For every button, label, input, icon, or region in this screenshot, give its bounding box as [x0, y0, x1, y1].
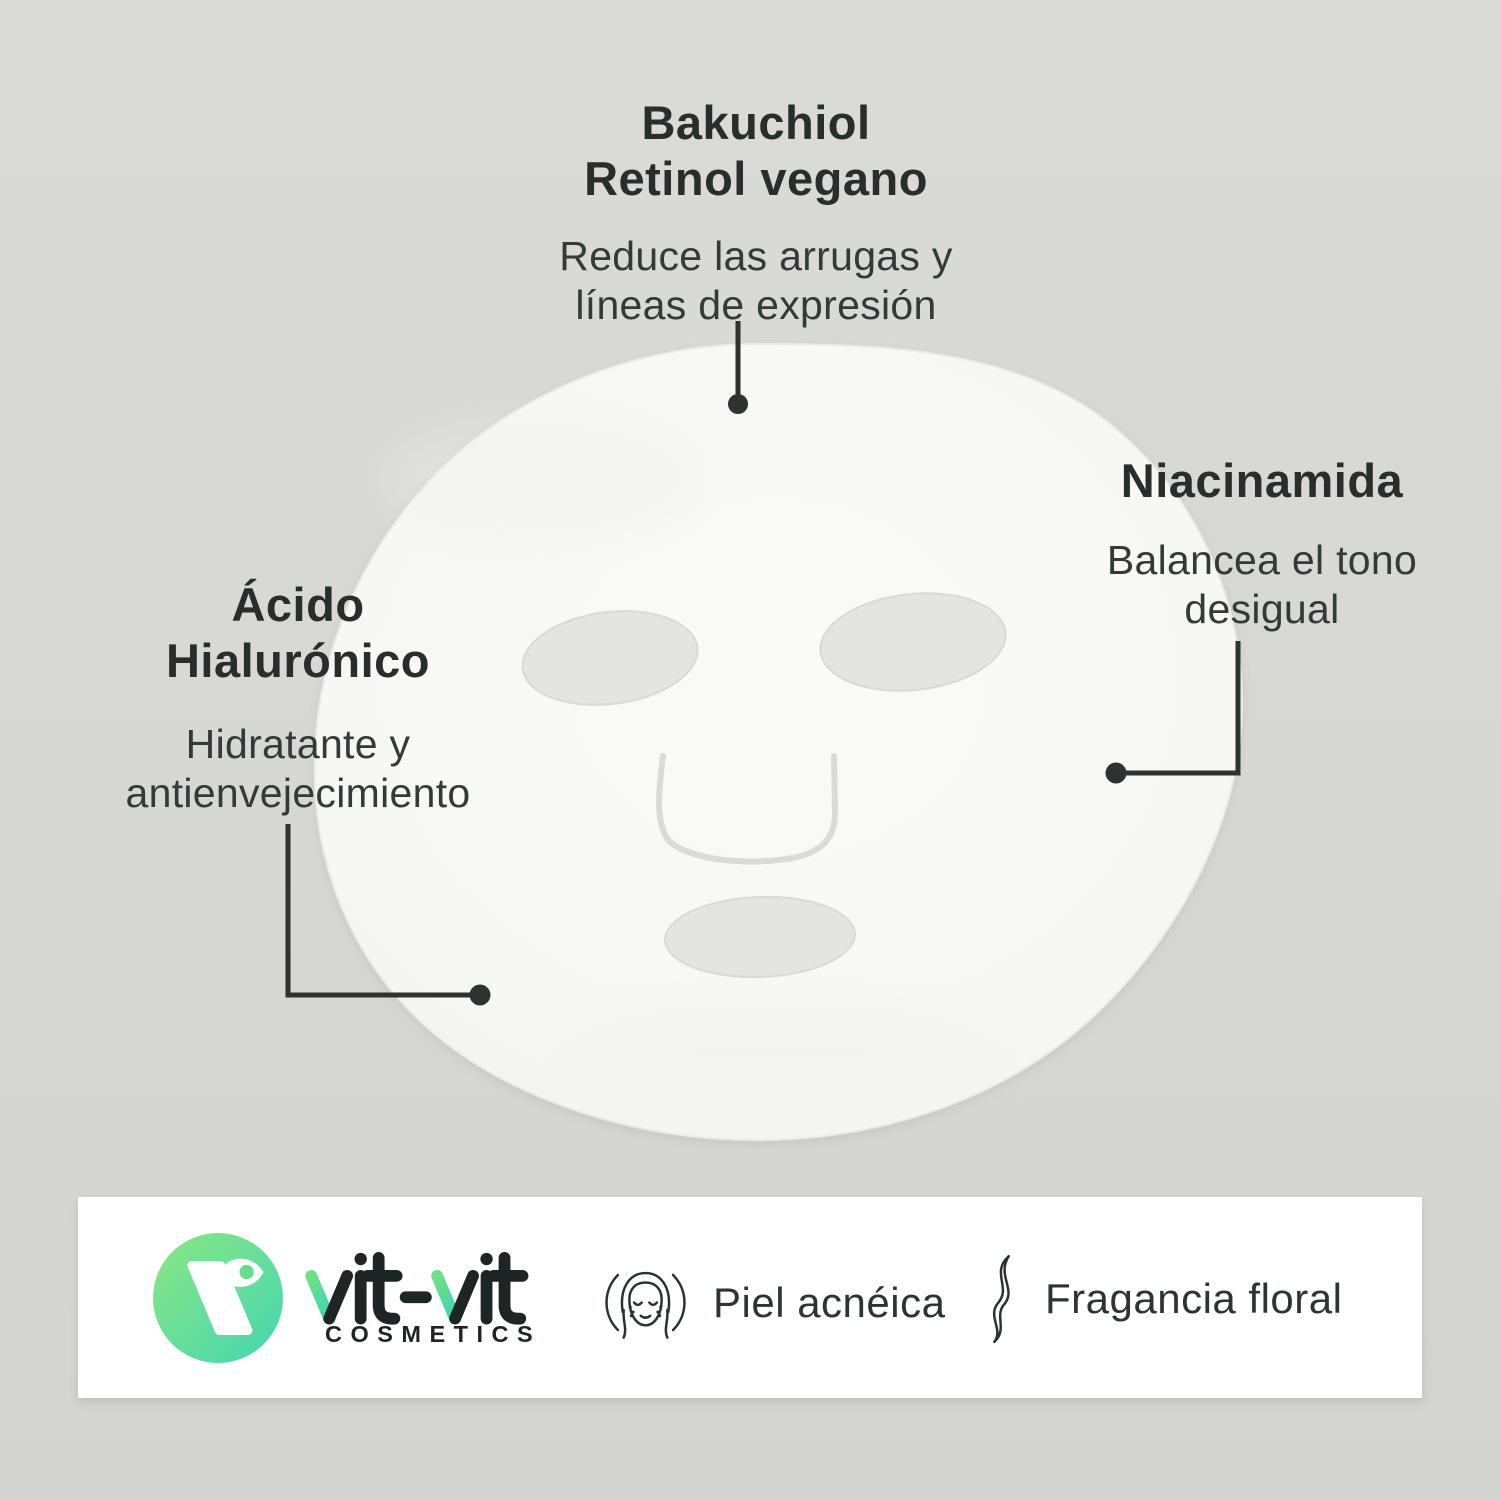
wordmark-v1-right [329, 1276, 347, 1319]
callout-title-line: Ácido [231, 578, 365, 631]
callout-title-line: Retinol vegano [584, 152, 928, 206]
feature-label: Piel acnéica [713, 1278, 946, 1326]
callout-body-line: antienvejecimiento [125, 769, 471, 816]
wordmark-t2 [505, 1258, 521, 1319]
callout-niacinamida [1027, 453, 1497, 634]
callout-title-line: Hialurónico [165, 634, 431, 688]
fragrance-icon [983, 1253, 1021, 1345]
fabric-fold [380, 420, 700, 540]
callout-acido-hialuronico [38, 577, 558, 817]
callout-niacinamida-title [1027, 453, 1497, 509]
fabric-fold [560, 1000, 1000, 1100]
callout-bakuchiol-title [406, 95, 1106, 208]
callout-body-line: Reduce las arrugas y [559, 232, 953, 279]
acne-face-icon [598, 1255, 693, 1350]
vitvit-wordmark [300, 1251, 536, 1330]
callout-title-line: Niacinamida [1120, 454, 1404, 507]
wordmark-t1 [379, 1258, 395, 1319]
callout-acido-body [38, 720, 558, 818]
callout-body-line: Hidratante y [185, 720, 411, 767]
vitvit-logo-icon [153, 1233, 283, 1363]
callout-bakuchiol-body [406, 232, 1106, 330]
feature-piel-acneica [598, 1255, 945, 1350]
logo-leaf-dot [239, 1265, 253, 1279]
callout-body-line: Balancea el tono [1106, 537, 1418, 584]
feature-label: Fragancia floral [1045, 1275, 1343, 1322]
brand-subtitle: COSMETICS [325, 1321, 542, 1347]
feature-fragancia-floral [983, 1253, 1342, 1345]
wordmark-i1-dot [355, 1253, 367, 1265]
connector-dot-acido [470, 985, 491, 1006]
callout-body-line: desigual [1184, 586, 1340, 633]
wordmark-i2-dot [480, 1253, 492, 1265]
callout-body-line: líneas de expresión [575, 281, 937, 328]
connector-dot-bakuchiol [728, 394, 748, 414]
callout-acido-title [38, 577, 558, 690]
wordmark-v2-right [455, 1276, 473, 1319]
callout-title-line: Bakuchiol [641, 96, 871, 149]
callout-niacinamida-body [1027, 536, 1497, 634]
connector-dot-niacinamida [1106, 763, 1127, 784]
brand-feature-bar [78, 1197, 1422, 1398]
callout-bakuchiol [406, 95, 1106, 329]
